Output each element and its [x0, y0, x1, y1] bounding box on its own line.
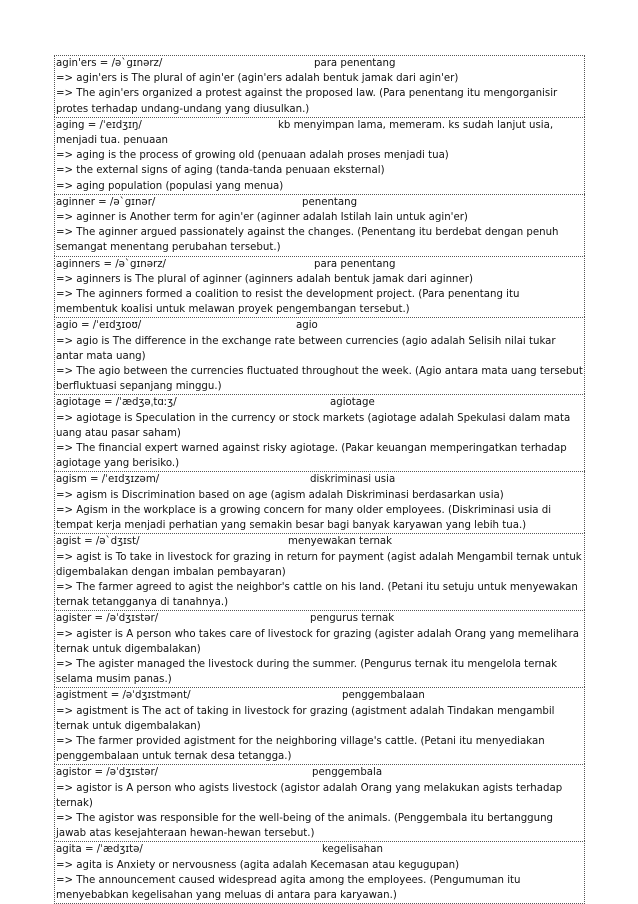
entry-aging [54, 117, 585, 194]
translation: para penentang [314, 58, 396, 69]
headword: aginners = /ə`gɪnərz/ [56, 258, 166, 270]
entry-agistor [54, 764, 585, 841]
entry-head [56, 257, 583, 272]
example: => The agister managed the livestock during the summer. (Pengurus ternak itu mengelola ternak selama musim panas.) [56, 658, 558, 686]
entry-aginners [54, 256, 585, 318]
definition: => agistor is A person who agists livestock (agistor adalah Orang yang melakukan agists terhadap ternak) [56, 782, 563, 809]
definition: => aging is the process of growing old (penuaan adalah proses menjadi tua) [56, 150, 449, 162]
entry-head [56, 318, 583, 333]
translation: para penentang [314, 258, 396, 270]
example: => The aginners formed a coalition to resist the development project. (Para penentang itu membentuk koalisi untuk melawan proyek pengembangan tersebut.) [56, 289, 520, 316]
translation: kegelisahan [322, 844, 383, 856]
translation: diskriminasi usia [310, 474, 396, 486]
translation: penentang [302, 196, 358, 208]
entry-aginers [54, 55, 585, 117]
example: => The financial expert warned against risky agiotage. (Pakar keuangan memperingatkan terhadap agiotage yang berisiko.) [56, 443, 567, 470]
entry-aginner [54, 194, 585, 256]
entry-head [56, 472, 583, 487]
definition: => agio is The difference in the exchange rate between currencies (agio adalah Selisih nilai tukar antar mata uang) [56, 335, 556, 362]
headword: agistment = /əˈdʒɪstmənt/ [56, 690, 191, 702]
example: => The agin'ers organized a protest against the proposed law. (Para penentang itu mengorganisir protes terhadap undang-undang yang diusulkan.) [56, 88, 558, 115]
example: => The agio between the currencies fluctuated throughout the week. (Agio antara mata uang tersebut berfluktuasi sepanjang minggu.) [56, 366, 583, 393]
headword: agin'ers = /ə`gɪnərz/ [56, 58, 163, 69]
headword: agist = /ə`dʒɪst/ [56, 536, 140, 548]
entry-head [56, 611, 583, 626]
entry-agita [54, 841, 585, 904]
definition: => aginners is The plural of aginner (aginners adalah bentuk jamak dari aginner) [56, 273, 473, 285]
translation: menyewakan ternak [288, 536, 393, 548]
headword: agio = /ˈeɪdʒɪoʊ/ [56, 320, 142, 332]
headword: aginner = /ə`gɪnər/ [56, 196, 156, 208]
headword: agita = /ˈædʒɪtə/ [56, 844, 143, 856]
translation: agiotage [330, 397, 375, 409]
definition: => agin'ers is The plural of agin'er (agin'ers adalah bentuk jamak dari agin'er) [56, 73, 459, 85]
definition-2: => the external signs of aging (tanda-tanda penuaan eksternal) [56, 165, 385, 177]
translation: penggembalaan [342, 690, 425, 702]
translation: penggembala [312, 767, 383, 779]
example: => aging population (populasi yang menua) [56, 180, 284, 192]
dictionary-page [54, 55, 585, 904]
headword: agism = /ˈeɪdʒɪzəm/ [56, 474, 160, 486]
entry-head [56, 534, 583, 549]
definition: => aginner is Another term for agin'er (aginner adalah Istilah lain untuk agin'er) [56, 212, 468, 224]
entry-head [56, 765, 583, 780]
definition: => agita is Anxiety or nervousness (agita adalah Kecemasan atau kegugupan) [56, 859, 460, 871]
entry-head [56, 395, 583, 410]
headword: aging = /ˈeɪdʒɪŋ/ [56, 119, 142, 131]
headword: agiotage = /ˈædʒəˌtɑːʒ/ [56, 397, 177, 409]
entry-agistment [54, 687, 585, 764]
entry-head [56, 688, 583, 703]
example: => Agism in the workplace is a growing concern for many older employees. (Diskriminasi usia di tempat kerja menjadi perhatian yang semakin besar bagi banyak karyawan yang lebih tua.) [56, 504, 552, 532]
entry-agist [54, 533, 585, 610]
headword: agistor = /əˈdʒɪstər/ [56, 767, 159, 779]
entry-head [56, 56, 583, 71]
definition: => agister is A person who takes care of livestock for grazing (agister adalah Orang yang memelihara ternak untuk digembalakan) [56, 628, 579, 655]
example: => The farmer agreed to agist the neighbor's cattle on his land. (Petani itu setuju untuk menyewakan ternak tetangganya di tanahnya.) [56, 581, 578, 609]
example: => The farmer provided agistment for the neighboring village's cattle. (Petani itu menyediakan penggembalaan untuk ternak desa tetangga.) [56, 735, 545, 763]
definition: => agistment is The act of taking in livestock for grazing (agistment adalah Tindakan mengambil ternak untuk digembalakan) [56, 705, 555, 732]
translation: pengurus ternak [310, 613, 395, 625]
headword: agister = /əˈdʒɪstər/ [56, 613, 159, 625]
entry-agiotage [54, 394, 585, 471]
definition: => agiotage is Speculation in the currency or stock markets (agiotage adalah Spekulasi dalam mata uang atau pasar saham) [56, 412, 571, 439]
entry-head [56, 195, 583, 210]
definition: => agism is Discrimination based on age (agism adalah Diskriminasi berdasarkan usia) [56, 489, 504, 501]
entry-agio [54, 317, 585, 394]
example: => The agistor was responsible for the well-being of the animals. (Penggembala itu bertanggung jawab atas kesejahteraan hewan-hewan tersebut.) [56, 812, 554, 840]
entry-agister [54, 610, 585, 687]
translation: kb menyimpan lama, memeram. ks sudah lanjut usia, menjadi tua. penuaan [56, 119, 554, 147]
entry-head [56, 842, 583, 857]
entry-agism [54, 471, 585, 533]
example: => The aginner argued passionately against the changes. (Penentang itu berdebat dengan penuh semangat menentang perubahan tersebut.) [56, 227, 559, 254]
example: => The announcement caused widespread agita among the employees. (Pengumuman itu menyebabkan kegelisahan yang meluas di antara para karyawan.) [56, 874, 521, 901]
entry-head [56, 118, 583, 148]
definition: => agist is To take in livestock for grazing in return for payment (agist adalah Mengambil ternak untuk digembalakan dengan imbalan pembayaran) [56, 551, 582, 578]
translation: agio [296, 320, 318, 332]
